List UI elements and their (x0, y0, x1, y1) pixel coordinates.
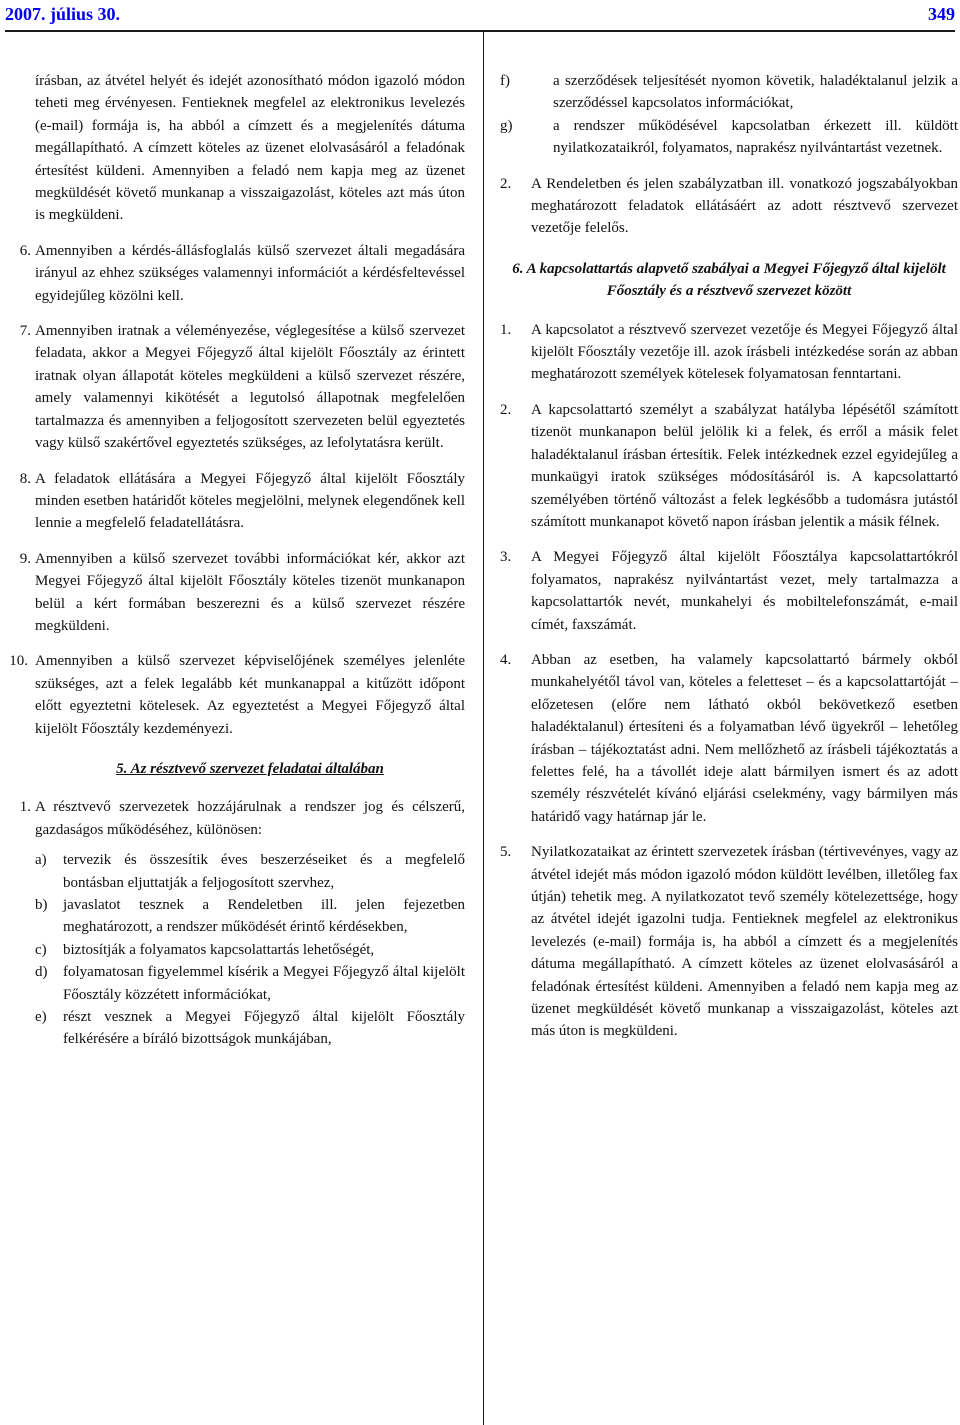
item-number: 2. (500, 175, 512, 192)
column-divider (483, 30, 484, 1425)
sub-item-text: a szerződések teljesítését nyomon követik, haladéktalanul jelzik a szerződéssel kapcsolatos információkat, (553, 73, 958, 112)
sub-item (35, 961, 465, 1006)
sub-item-label: b) (35, 897, 48, 913)
sub-item-text: tervezik és összesítik éves beszerzéseiket és a megfelelő bontásban eljuttatják a feljogosított szervhez, (63, 852, 465, 891)
item-number: 7. (19, 323, 31, 340)
header-rule (5, 30, 955, 32)
sub-item-text: javaslatot tesznek a Rendeletben ill. jelen fejezetben meghatározott, a rendszer működését érintő kérdésekben, (63, 897, 465, 936)
sub-item-label: d) (35, 964, 48, 981)
sub-item-text: részt vesznek a Megyei Főjegyző által kijelölt Főosztály felkérésére a bíráló bizottságok munkájában, (63, 1009, 465, 1048)
sub-item (35, 849, 465, 894)
sub-item-text: biztosítják a folyamatos kapcsolattartás lehetőségét, (63, 941, 375, 958)
sub-item-label: c) (35, 941, 47, 958)
list-item (19, 548, 465, 638)
section-6-heading: 6. A kapcsolattartás alapvető szabályai a Megyei Főjegyző által kijelölt Főosztály és a résztvevő szervezet között (512, 260, 946, 300)
section-5-heading (35, 758, 465, 780)
item-text: Abban az esetben, ha valamely kapcsolattartó bármely okból munkahelyétől távol van, köteles a feletteset – és a kapcsolattartóját – előzetesen (előre nem látható okból bekövetkező esetben haladéktalanul) értesíteni és a folyamatban lévő ügyekről – lehetőleg írásban – tájékoztatást adni. Nem mellőzhető az írásbeli tájékoztatás a felettes felé, ha a távollét ideje alatt bármilyen ismert és az adott személy részvételét kívánó eljárási cselekmény, vagy bármilyen más határidő vagy határnap jár le. (531, 651, 958, 825)
item-text: A résztvevő szervezetek hozzájárulnak a rendszer jog és célszerű, gazdaságos működéséhez, különösen: (35, 799, 465, 838)
item-number: 10. (9, 653, 28, 670)
section-5-heading-text: 5. Az résztvevő szervezet feladatai általában (116, 760, 384, 777)
sub-item (35, 1006, 465, 1051)
list-item (19, 240, 465, 307)
page-header (5, 0, 955, 28)
sub-item-label: e) (35, 1009, 47, 1026)
intro-paragraph: írásban, az átvétel helyét és idejét azonosítható módon igazoló módon teheti meg érvényesen. Fentieknek megfelel az elektronikus levelezés (e-mail) formája is, ha abból a címzett és a megjelenítés dátuma megállapítható. A címzett köteles az üzenet elolvasásáról a feladónak értesítést küldeni. Amennyiben a feladó nem kapja meg az üzenet megküldését követő munkanap a visszaigazolást, köteles azt más úton is megküldeni. (35, 73, 465, 224)
list-item (500, 546, 958, 636)
item-text: A kapcsolattartó személyt a szabályzat hatályba lépésétől számított tizenöt munkanapon belül jelölik ki a felek, és erről a másik felet haladéktalanul írásban értesítik. Felek intézkednek ezzel egyidejűleg a munkaügyi iratok szükséges módosításáról is. A kapcsolattartó személyében történő változást a felek legkésőbb a tudomásra jutástól számított munkanapot követő napon írásban jelentik a másik félnek. (531, 401, 958, 530)
sub-item-label: f) (500, 73, 510, 89)
sub-item-label: a) (35, 852, 47, 869)
header-date: 2007. július 30. (5, 4, 121, 24)
item-number: 9. (19, 550, 31, 567)
sub-item (500, 115, 958, 160)
item-text: A Megyei Főjegyző által kijelölt Főosztálya kapcsolattartókról folyamatos, naprakész nyilvántartást vezet, mely tartalmazza a kapcsolattartók nevét, munkahelyi és mobiltelefonszámát, e-mail címét, faxszámát. (531, 549, 958, 633)
list-item (500, 649, 958, 828)
sub-item (35, 939, 465, 961)
list-item (500, 173, 958, 240)
list-item (19, 796, 465, 841)
page-number: 349 (928, 4, 955, 24)
list-item (500, 399, 958, 533)
sub-item-text: folyamatosan figyelemmel kísérik a Megyei Főjegyző által kijelölt Főosztály közzétett információkat, (63, 964, 465, 1003)
sub-item (500, 70, 958, 115)
list-item (500, 319, 958, 386)
sub-item (35, 894, 465, 939)
item-number: 4. (500, 651, 512, 668)
item-text: Amennyiben iratnak a véleményezése, véglegesítése a külső szervezet feladata, akkor a Megyei Főjegyző által kijelölt Főosztály az érintett iratnak olyan állapotát köteles megküldeni a külső szervezet részére, amely valamennyi kikötését a legutolsó állapotnak megfelelően tartalmazza és amennyiben a feljogosított szervezeten belül egyeztetés vagy külső szakértővel egyeztetés szükséges, az lefolytatásra került. (35, 323, 465, 452)
sub-item-text: a rendszer működésével kapcsolatban érkezett ill. küldött nyilatkozataikról, folyamatos, naprakész nyilvántartást vezetnek. (553, 117, 958, 157)
right-column (500, 70, 958, 1056)
item-text: A kapcsolatot a résztvevő szervezet vezetője és Megyei Főjegyző által kijelölt Főosztály vezetője ill. azok írásbeli intézkedése során az abban meghatározott személyek kötelesek folyamatosan fenntartani. (531, 321, 958, 383)
list-item (500, 841, 958, 1043)
item-number: 3. (500, 549, 512, 566)
item-text: Nyilatkozataikat az érintett szervezetek írásban (tértivevényes, vagy az átvétel idejét más módon igazoló módon küldött levélben, illetőleg fax útján) tehetik meg. A nyilatkozatot tevő személy kötelezettsége, hogy az átvétel idejét igazolni tudja. Fentieknek megfelel az elektronikus levelezés (e-mail) formája is, ha abból a címzett és a megjelenítés dátuma megállapítható. A címzett köteles az üzenet elolvasásáról a feladónak értesítést küldeni. Amennyiben a feladó nem kapja meg az üzenet megküldését követő munkanap a visszaigazolást, köteles azt más úton is megküldeni. (531, 844, 958, 1040)
item-number: 1. (19, 799, 31, 816)
item-text: Amennyiben a kérdés-állásfoglalás külső szervezet általi megadására irányul az ehhez szükséges valamennyi információt a kérdésfeltevéssel egyidejűleg közölni kell. (35, 242, 465, 304)
item-number: 5. (500, 844, 512, 861)
item-text: Amennyiben a külső szervezet képviselőjének személyes jelenléte szükséges, azt a felek legalább két munkanappal a kitűzött időpont előtt egyeztetni kötelesek. Az egyeztetést a Megyei Főjegyző által kijelölt Főosztály kezdeményezi. (35, 653, 465, 737)
item-text: A feladatok ellátására a Megyei Főjegyző által kijelölt Főosztály minden esetben határidőt köteles megjelölni, melynek elegendőnek kell lennie a megfelelő feladatellátásra. (35, 470, 465, 532)
item-number: 8. (19, 470, 31, 487)
item-text: Amennyiben a külső szervezet további információkat kér, akkor azt Megyei Főjegyző által kijelölt Főosztály köteles tizenöt munkanapon belül a kért formában beszerezni és a külső szervezet részére megküldeni. (35, 550, 465, 634)
left-column (9, 70, 465, 1051)
item-text: A Rendeletben és jelen szabályzatban ill. vonatkozó jogszabályokban meghatározott feladatok ellátásáért az adott résztvevő szervezet vezetője felelős. (531, 175, 958, 237)
item-number: 2. (500, 401, 512, 418)
list-item (19, 320, 465, 454)
item-number: 6. (19, 242, 31, 259)
item-number: 1. (500, 321, 512, 338)
list-item (19, 468, 465, 535)
sub-item-label: g) (500, 117, 513, 134)
list-item (9, 650, 465, 740)
